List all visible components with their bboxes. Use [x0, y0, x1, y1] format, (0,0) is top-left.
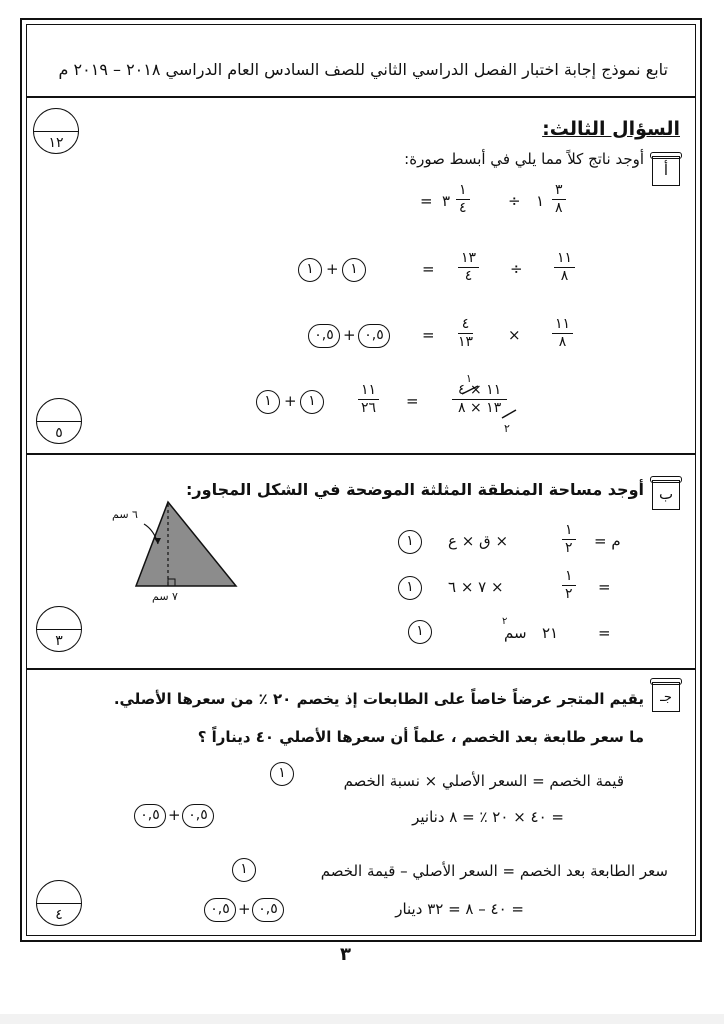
fraction: ١١ ٨ — [554, 250, 575, 285]
section-divider-b — [27, 668, 695, 670]
fraction-product: ١١ × ٤ ١٣ × ٨ — [452, 382, 507, 417]
score-mark: ٠,٥ — [204, 898, 236, 922]
fraction: ٣ ٨ — [552, 182, 566, 217]
equals-sign: = — [406, 392, 419, 410]
part-a-line-4 — [256, 372, 556, 435]
part-b-label-icon: ب — [652, 480, 680, 510]
unit-exponent: ٢ — [502, 616, 508, 627]
equals-sign: = — [420, 192, 433, 210]
part-b-line-2 — [398, 566, 638, 610]
score-mark: ١ — [256, 390, 280, 414]
score-mark: ١ — [300, 390, 324, 414]
score-mark: ١ — [298, 258, 322, 282]
total-score-value: ١٢ — [48, 135, 64, 151]
page-title: تابع نموذج إجابة اختبار الفصل الدراسي الثاني للصف السادس العام الدراسي ٢٠١٨ – ٢٠١٩ م — [58, 60, 668, 79]
part-b-score-circle: ٣ — [36, 606, 82, 652]
part-c-line-3: سعر الطابعة بعد الخصم = السعر الأصلي – قيمة الخصم — [320, 862, 668, 880]
part-c-text-2: ما سعر طابعة بعد الخصم ، علماً أن سعرها الأصلي ٤٠ ديناراً ؟ — [197, 728, 644, 746]
base-label: ٧ سم — [152, 590, 178, 603]
multiply-sign: × — [508, 326, 521, 344]
fraction: ٤ ١٣ — [458, 316, 474, 350]
score-mark: ٠,٥ — [182, 804, 214, 828]
equals-sign: = — [422, 326, 435, 344]
cancel-note: ٢ — [504, 422, 510, 435]
part-b-instruction: أوجد مساحة المنطقة المثلثة الموضحة في الشكل المجاور: — [186, 480, 644, 499]
formula-lhs: م = — [594, 532, 621, 550]
part-b-line-3 — [408, 616, 638, 650]
plus-sign: + — [238, 900, 251, 918]
formula-rest: × ق × ع — [448, 532, 509, 550]
part-c-line-4: = ٤٠ – ٨ = ٣٢ دينار — [395, 900, 524, 918]
fraction: ١ ٤ — [456, 182, 470, 217]
divide-sign: ÷ — [510, 260, 523, 278]
cancel-strokes — [452, 376, 532, 428]
score-mark: ١ — [232, 858, 256, 882]
scan-edge — [0, 1014, 724, 1024]
plus-sign: + — [326, 260, 339, 278]
part-c-label-icon: جـ — [652, 682, 680, 712]
whole-number: ٣ — [442, 192, 451, 210]
part-a-instruction: أوجد ناتج كلاً مما يلي في أبسط صورة: — [404, 150, 644, 168]
fraction: ١٣ ٤ — [458, 250, 479, 285]
area-value: ٢١ — [542, 624, 559, 642]
divide-sign: ÷ — [508, 192, 521, 210]
equals-sign: = — [598, 624, 611, 642]
formula-rest: × ٧ × ٦ — [448, 578, 504, 596]
whole-number: ١ — [536, 192, 545, 210]
part-c-text-1: يقيم المتجر عرضاً خاصاً على الطابعات إذ يخصم ٢٠ ٪ من سعرها الأصلي. — [113, 690, 644, 708]
part-b-line-1 — [398, 520, 638, 564]
score-mark: ١ — [398, 576, 422, 600]
score-mark: ١ — [398, 530, 422, 554]
question-heading: السؤال الثالث: — [542, 118, 680, 140]
score-mark: ٠,٥ — [252, 898, 284, 922]
plus-sign: + — [343, 326, 356, 344]
part-a-score-circle: ٥ — [36, 398, 82, 444]
header-divider — [27, 96, 695, 98]
score-mark: ٠,٥ — [308, 324, 340, 348]
part-c-line-2: = ٤٠ × ٢٠ ٪ = ٨ دنانير — [412, 808, 564, 826]
equals-sign: = — [422, 260, 435, 278]
score-mark: ١ — [408, 620, 432, 644]
plus-sign: + — [168, 806, 181, 824]
fraction: ١١ ٨ — [552, 316, 573, 351]
part-c-line-1: قيمة الخصم = السعر الأصلي × نسبة الخصم — [343, 772, 624, 790]
part-c-score-circle: ٤ — [36, 880, 82, 926]
part-a-label-icon: أ — [652, 156, 680, 186]
score-mark: ٠,٥ — [358, 324, 390, 348]
fraction: ١ ٢ — [562, 568, 576, 603]
height-label: ٦ سم — [112, 508, 138, 521]
section-divider-a — [27, 453, 695, 455]
score-mark: ٠,٥ — [134, 804, 166, 828]
plus-sign: + — [284, 392, 297, 410]
page-number: ٣ — [340, 944, 351, 965]
fraction-result: ١١ ٢٦ — [358, 382, 379, 417]
part-a-line-1 — [420, 180, 620, 224]
fraction: ١ ٢ — [562, 522, 576, 557]
formula-lhs: = — [598, 578, 611, 596]
part-a-line-3 — [308, 314, 618, 358]
cancel-note: ١ — [466, 372, 472, 385]
area-unit: سم — [504, 624, 527, 642]
part-a-line-2 — [298, 248, 618, 292]
score-mark: ١ — [342, 258, 366, 282]
total-score-circle — [33, 108, 79, 154]
score-mark: ١ — [270, 762, 294, 786]
